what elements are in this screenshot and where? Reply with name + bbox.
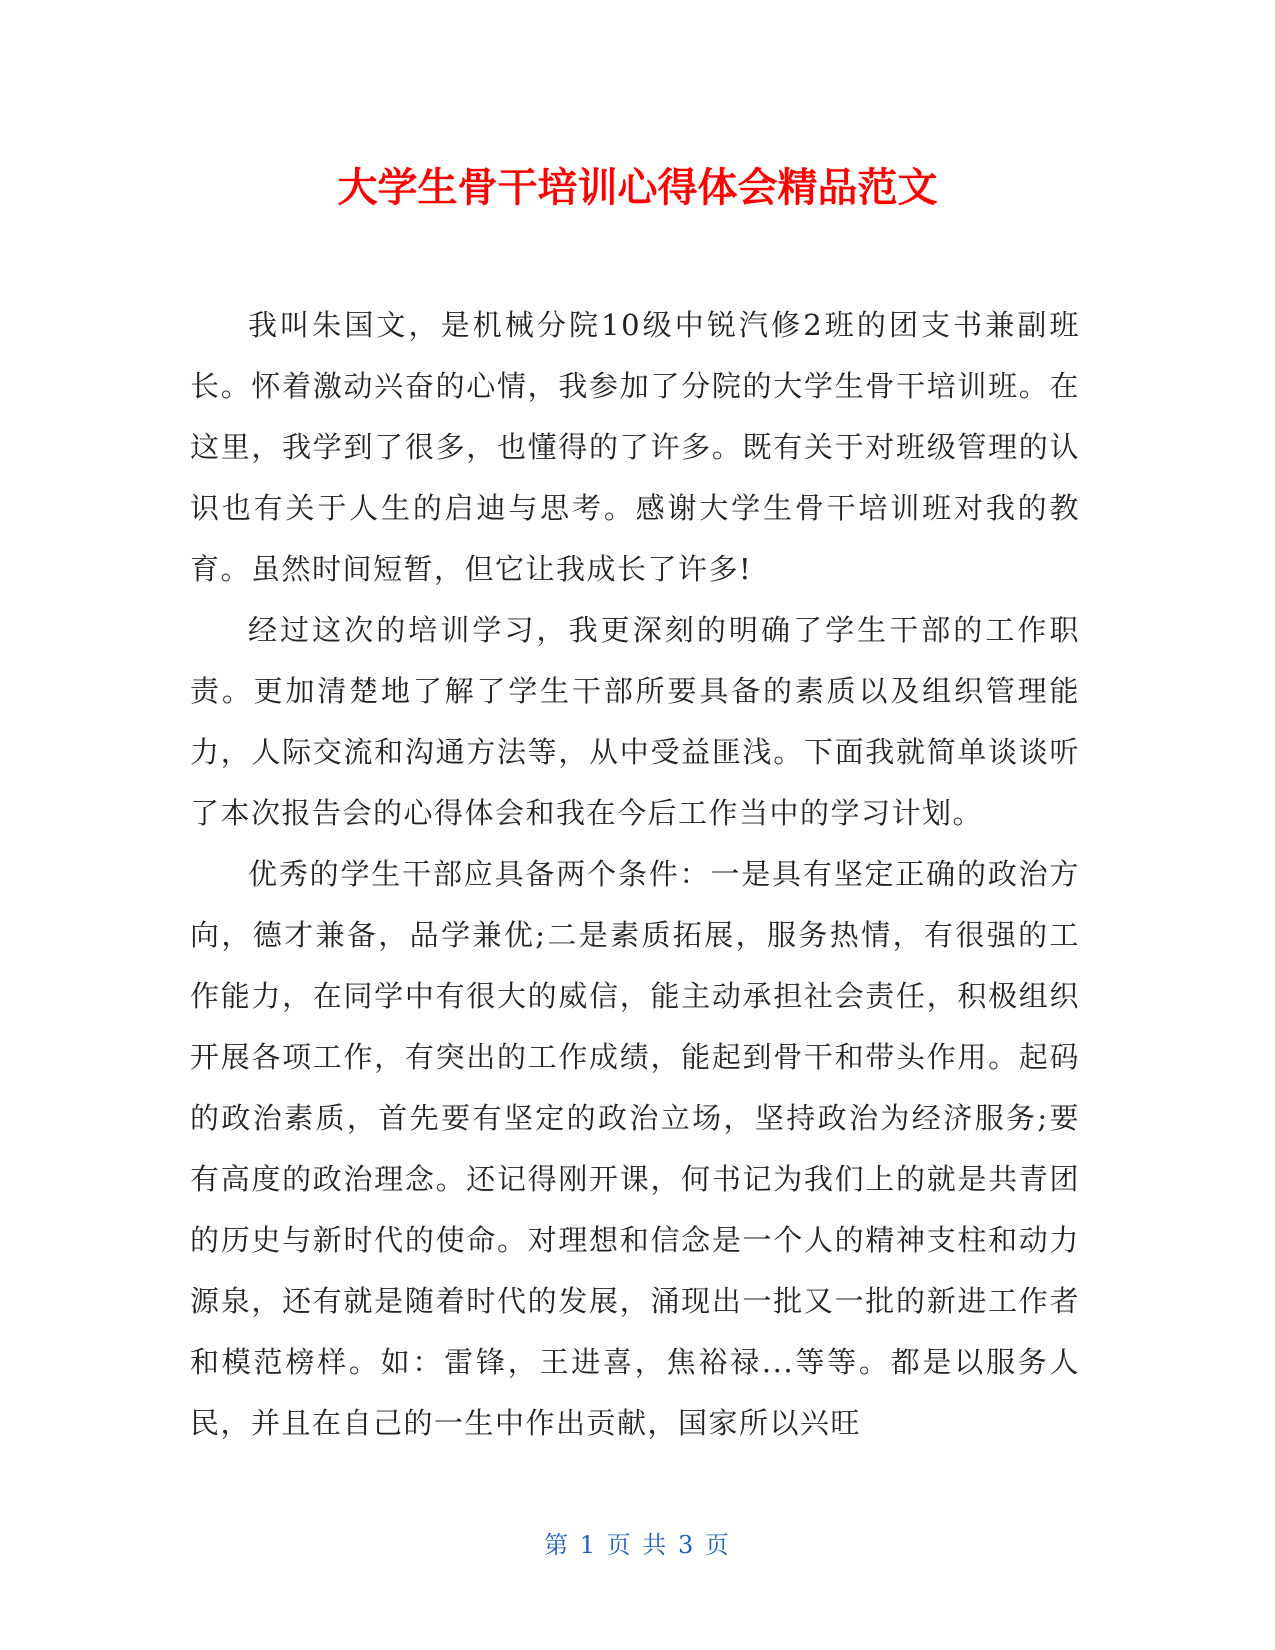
- page-footer: 第 1 页 共 3 页: [544, 1531, 731, 1559]
- document-body: [190, 295, 1080, 1454]
- document-title: 大学生骨干培训心得体会精品范文: [337, 165, 938, 211]
- paragraph-1: 我叫朱国文，是机械分院10级中锐汽修2班的团支书兼副班长。怀着激动兴奋的心情，我参加了分院的大学生骨干培训班。在这里，我学到了很多，也懂得的了许多。既有关于对班级管理的认识也有关于人生的启迪与思考。感谢大学生骨干培训班对我的教育。虽然时间短暂，但它让我成长了许多!: [190, 308, 1080, 586]
- paragraph-3: 优秀的学生干部应具备两个条件：一是具有坚定正确的政治方向，德才兼备，品学兼优;二是素质拓展，服务热情，有很强的工作能力，在同学中有很大的威信，能主动承担社会责任，积极组织开展各项工作，有突出的工作成绩，能起到骨干和带头作用。起码的政治素质，首先要有坚定的政治立场，坚持政治为经济服务;要有高度的政治理念。还记得刚开课，何书记为我们上的就是共青团的历史与新时代的使命。对理想和信念是一个人的精神支柱和动力源泉，还有就是随着时代的发展，涌现出一批又一批的新进工作者和模范榜样。如：雷锋，王进喜，焦裕禄...等等。都是以服务人民，并且在自己的一生中作出贡献，国家所以兴旺: [190, 857, 1080, 1440]
- paragraph-2: 经过这次的培训学习，我更深刻的明确了学生干部的工作职责。更加清楚地了解了学生干部所要具备的素质以及组织管理能力，人际交流和沟通方法等，从中受益匪浅。下面我就简单谈谈听了本次报告会的心得体会和我在今后工作当中的学习计划。: [190, 613, 1080, 830]
